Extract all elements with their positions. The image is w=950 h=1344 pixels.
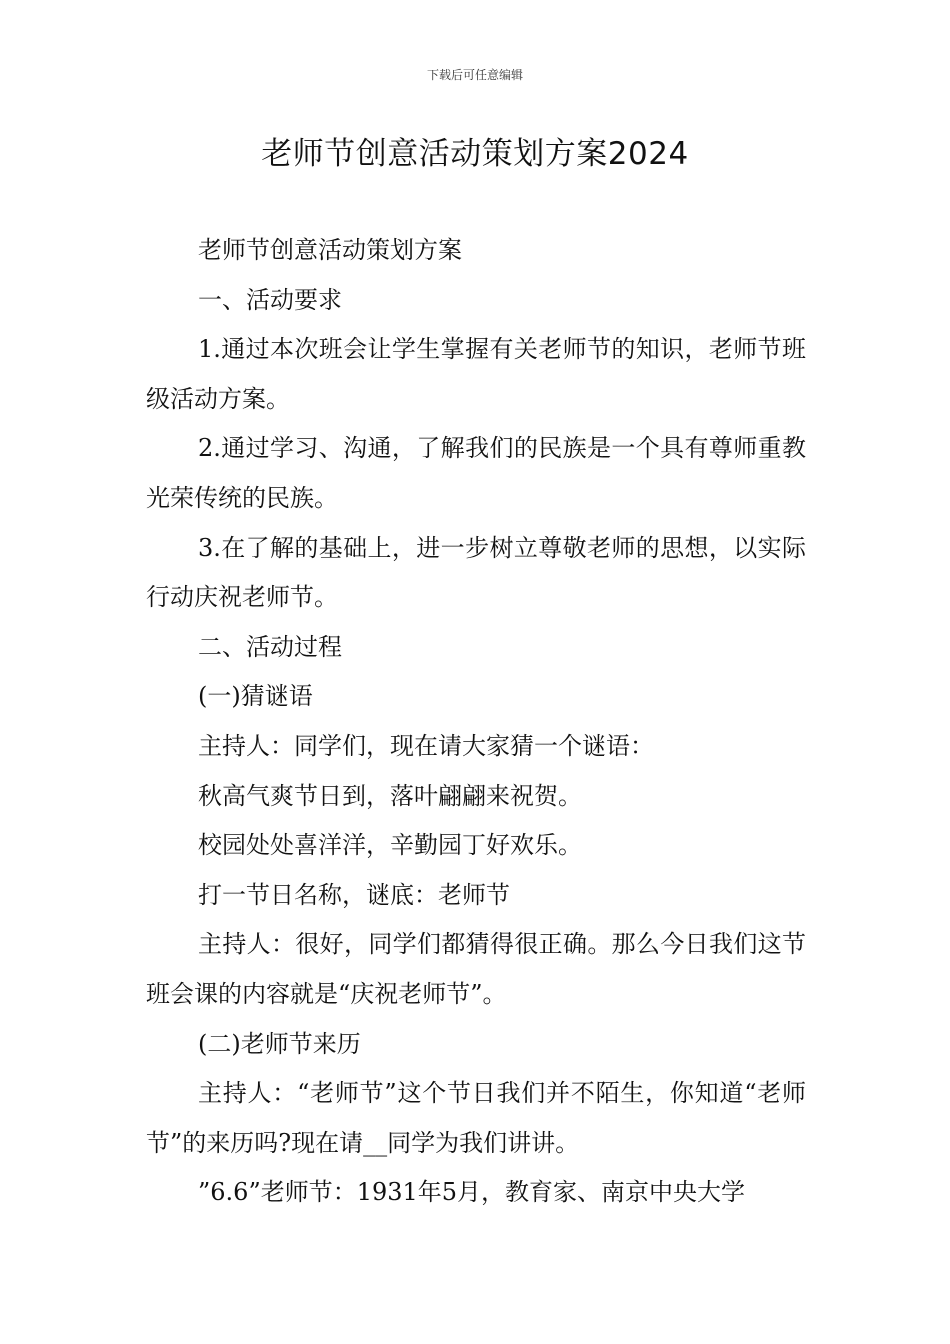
paragraph: 老师节创意活动策划方案 [198,236,462,264]
paragraph: 秋高气爽节日到，落叶翩翩来祝贺。 [198,781,582,810]
paragraph: 打一节日名称，谜底：老师节 [198,880,510,909]
document-title: 老师节创意活动策划方案2024 [261,136,689,172]
header-note: 下载后可任意编辑 [426,68,523,82]
paragraph: ”6.6”老师节：1931年5月，教育家、南京中央大学 [198,1178,746,1207]
paragraph: 主持人：“老师节”这个节日我们并不陌生，你知道“老师节”的来历吗?现在请__同学为我们讲讲。 [146,1079,806,1157]
paragraph: 主持人：很好，同学们都猜得很正确。那么今日我们这节班会课的内容就是“庆祝老师节”。 [146,930,806,1008]
paragraph: 二、活动过程 [198,632,342,661]
paragraph: 主持人：同学们，现在请大家猜一个谜语： [198,731,654,760]
paragraph: 2.通过学习、沟通，了解我们的民族是一个具有尊师重教光荣传统的民族。 [146,434,806,512]
paragraph: (一)猜谜语 [198,682,313,711]
paragraph: 3.在了解的基础上，进一步树立尊敬老师的思想，以实际行动庆祝老师节。 [146,533,806,612]
paragraph: 校园处处喜洋洋，辛勤园丁好欢乐。 [198,831,582,860]
paragraph: 1.通过本次班会让学生掌握有关老师节的知识，老师节班级活动方案。 [146,335,806,413]
paragraph: 一、活动要求 [198,285,342,314]
paragraph: (二)老师节来历 [198,1029,361,1058]
document-body [146,226,806,1218]
